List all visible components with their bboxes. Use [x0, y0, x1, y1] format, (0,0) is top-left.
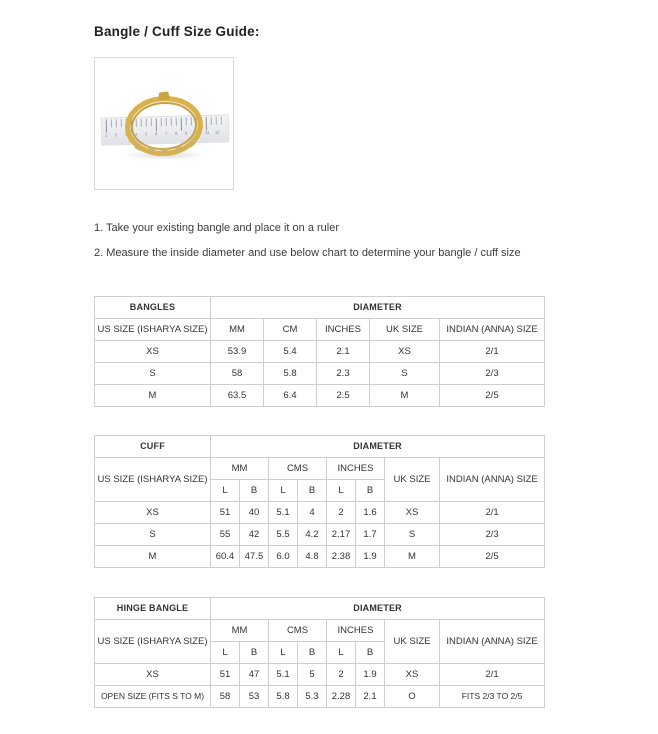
cell: 2/1	[440, 664, 545, 686]
cell: 53.9	[211, 341, 264, 363]
table-row	[95, 598, 545, 620]
ruler-number: 7	[165, 130, 168, 136]
hinge-title: HINGE BANGLE	[95, 598, 211, 620]
cell: XS	[385, 664, 440, 686]
cell: 2	[327, 664, 356, 686]
cell: 5.3	[298, 686, 327, 708]
bangles-title: BANGLES	[95, 297, 211, 319]
cell: 5.8	[269, 686, 298, 708]
ruler-number: 6	[155, 131, 158, 137]
photo-canvas	[95, 58, 233, 189]
cell: OPEN SIZE (FITS S TO M)	[95, 686, 211, 708]
cell: O	[385, 686, 440, 708]
cell: S	[95, 363, 211, 385]
cell: M	[370, 385, 440, 407]
ruler-number: 8	[175, 130, 178, 136]
cell: 2.38	[327, 546, 356, 568]
instruction-1: 1. Take your existing bangle and place it on a ruler	[94, 222, 340, 234]
cell: M	[95, 546, 211, 568]
table-row	[95, 620, 545, 642]
cell: 1.6	[356, 502, 385, 524]
cell: 2/5	[440, 385, 545, 407]
cell: 2	[327, 502, 356, 524]
cell: 42	[240, 524, 269, 546]
cuff-diameter-header: DIAMETER	[211, 436, 545, 458]
ruler-number: 9	[185, 130, 188, 136]
cell: 2.5	[317, 385, 370, 407]
cuff-header-cms: CMS	[269, 458, 327, 480]
ruler-number: 4	[135, 131, 138, 137]
table-row	[95, 664, 545, 686]
table-row	[95, 363, 545, 385]
cell: 58	[211, 363, 264, 385]
cuff-subheader: B	[240, 480, 269, 502]
bangles-header-inches: INCHES	[317, 319, 370, 341]
cuff-header-indian-size: INDIAN (ANNA) SIZE	[440, 458, 545, 502]
cell: 5.5	[269, 524, 298, 546]
cuff-subheader: L	[269, 480, 298, 502]
table-row	[95, 458, 545, 480]
cell: 60.4	[211, 546, 240, 568]
table-row	[95, 686, 545, 708]
hinge-header-inches: INCHES	[327, 620, 385, 642]
cuff-subheader: L	[327, 480, 356, 502]
table-row	[95, 319, 545, 341]
cell: 51	[211, 664, 240, 686]
cell: S	[385, 524, 440, 546]
table-row	[95, 436, 545, 458]
cell: 63.5	[211, 385, 264, 407]
table-row	[95, 546, 545, 568]
ruler-number: 1	[105, 132, 108, 138]
hinge-subheader: L	[269, 642, 298, 664]
cell: 47.5	[240, 546, 269, 568]
cell: 5.8	[264, 363, 317, 385]
cell: 2/3	[440, 363, 545, 385]
cell: XS	[95, 664, 211, 686]
table-row	[95, 502, 545, 524]
ruler-number: 5	[145, 131, 148, 137]
bangles-header-mm: MM	[211, 319, 264, 341]
cuff-header-mm: MM	[211, 458, 269, 480]
cell: 2.28	[327, 686, 356, 708]
bangle-ruler-photo	[94, 57, 234, 190]
cell: 2/5	[440, 546, 545, 568]
hinge-subheader: L	[211, 642, 240, 664]
cell: 51	[211, 502, 240, 524]
bangles-header-cm: CM	[264, 319, 317, 341]
hinge-diameter-header: DIAMETER	[211, 598, 545, 620]
cell: 1.7	[356, 524, 385, 546]
hinge-header-uk-size: UK SIZE	[385, 620, 440, 664]
cell: FITS 2/3 TO 2/5	[440, 686, 545, 708]
cell: 5.4	[264, 341, 317, 363]
hinge-subheader: L	[327, 642, 356, 664]
hinge-bangle-size-table	[94, 597, 545, 708]
cell: 4.8	[298, 546, 327, 568]
cell: 1.9	[356, 546, 385, 568]
ruler-number: 11	[205, 129, 210, 135]
cell: 40	[240, 502, 269, 524]
cell: XS	[385, 502, 440, 524]
bangles-header-uk-size: UK SIZE	[370, 319, 440, 341]
hinge-header-us-size: US SIZE (ISHARYA SIZE)	[95, 620, 211, 664]
table-row	[95, 524, 545, 546]
ruler-number: 12	[215, 129, 220, 135]
cuff-subheader: B	[298, 480, 327, 502]
bangle-clasp	[158, 91, 169, 100]
cell: 47	[240, 664, 269, 686]
instruction-2: 2. Measure the inside diameter and use below chart to determine your bangle / cuff size	[94, 247, 521, 259]
cuff-header-us-size: US SIZE (ISHARYA SIZE)	[95, 458, 211, 502]
hinge-header-cms: CMS	[269, 620, 327, 642]
cuff-subheader: L	[211, 480, 240, 502]
cell: S	[370, 363, 440, 385]
cell: 2.17	[327, 524, 356, 546]
cell: 6.0	[269, 546, 298, 568]
cuff-header-inches: INCHES	[327, 458, 385, 480]
hinge-header-mm: MM	[211, 620, 269, 642]
cuff-size-table	[94, 435, 545, 568]
cell: M	[95, 385, 211, 407]
cell: XS	[370, 341, 440, 363]
table-row	[95, 341, 545, 363]
cell: 53	[240, 686, 269, 708]
cuff-title: CUFF	[95, 436, 211, 458]
cell: 5.1	[269, 502, 298, 524]
cell: 5.1	[269, 664, 298, 686]
bangles-diameter-header: DIAMETER	[211, 297, 545, 319]
ruler-number: 2	[115, 132, 118, 138]
cell: 2.1	[356, 686, 385, 708]
cell: 2.1	[317, 341, 370, 363]
bangles-header-us-size: US SIZE (ISHARYA SIZE)	[95, 319, 211, 341]
cell: 4.2	[298, 524, 327, 546]
cell: M	[385, 546, 440, 568]
page-title: Bangle / Cuff Size Guide:	[94, 24, 260, 39]
bangles-header-indian-size: INDIAN (ANNA) SIZE	[440, 319, 545, 341]
cell: 2/1	[440, 502, 545, 524]
cuff-header-uk-size: UK SIZE	[385, 458, 440, 502]
cell: 6.4	[264, 385, 317, 407]
cell: 2/1	[440, 341, 545, 363]
cell: 1.9	[356, 664, 385, 686]
ruler-number: 3	[125, 131, 128, 138]
cell: 55	[211, 524, 240, 546]
ruler-number: 10	[195, 130, 200, 136]
table-row	[95, 385, 545, 407]
cell: 2/3	[440, 524, 545, 546]
hinge-header-indian-size: INDIAN (ANNA) SIZE	[440, 620, 545, 664]
hinge-subheader: B	[240, 642, 269, 664]
cell: 4	[298, 502, 327, 524]
cuff-subheader: B	[356, 480, 385, 502]
cell: 2.3	[317, 363, 370, 385]
cell: XS	[95, 502, 211, 524]
table-row	[95, 297, 545, 319]
hinge-subheader: B	[298, 642, 327, 664]
cell: 5	[298, 664, 327, 686]
cell: 58	[211, 686, 240, 708]
cell: XS	[95, 341, 211, 363]
cell: S	[95, 524, 211, 546]
bangles-size-table	[94, 296, 545, 407]
hinge-subheader: B	[356, 642, 385, 664]
